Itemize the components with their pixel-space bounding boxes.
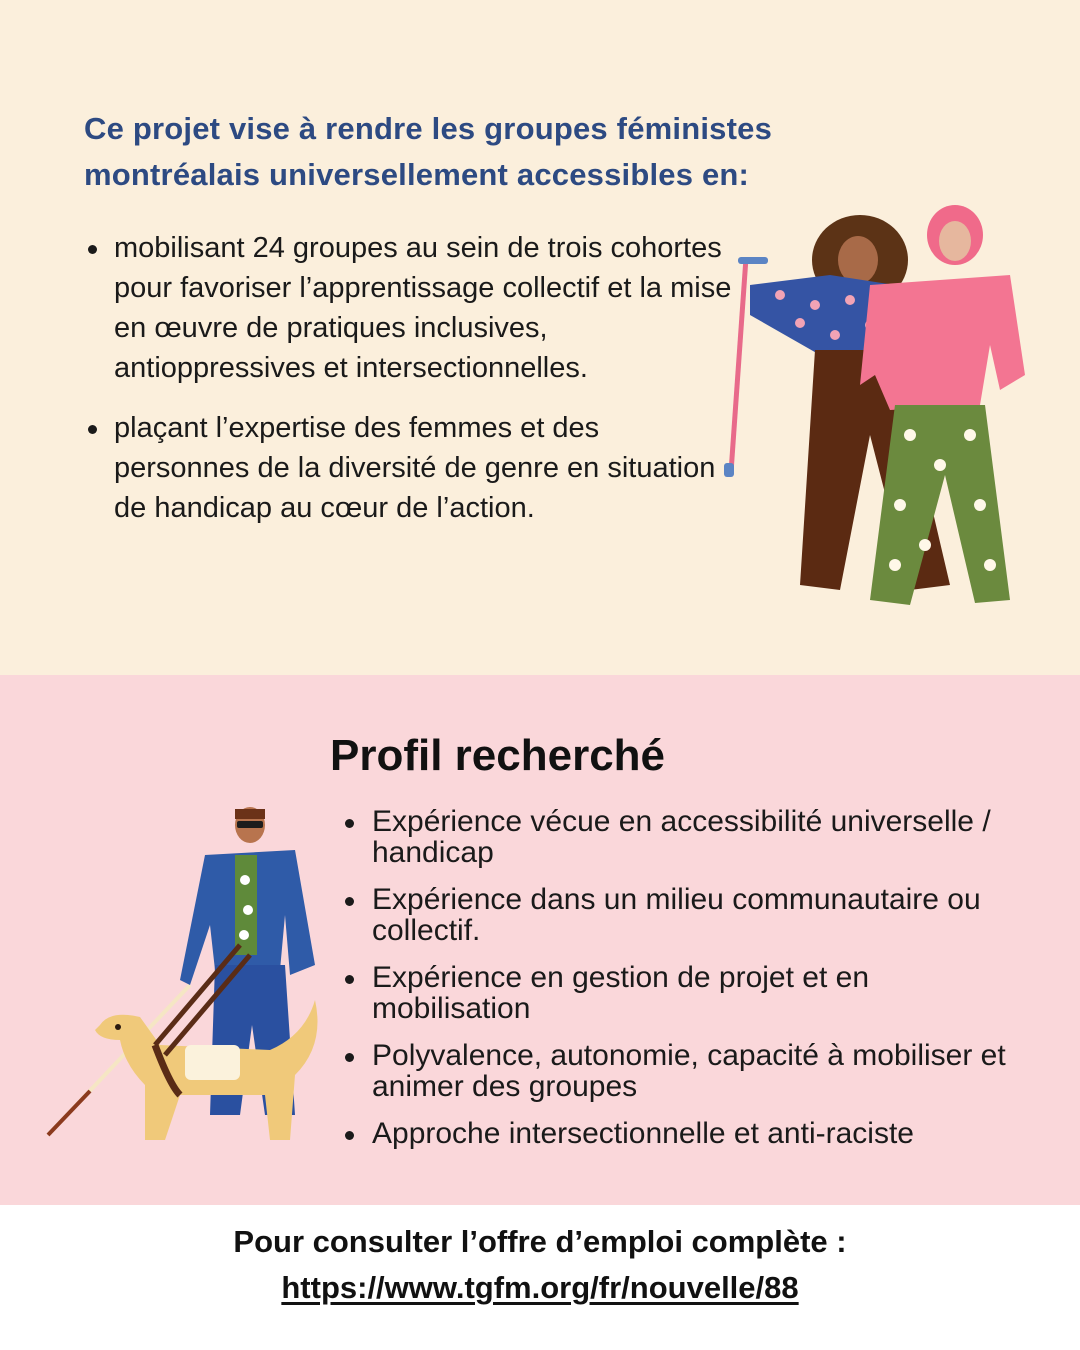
profile-bullet-list [340,806,1020,1165]
profile-title: Profil recherché [330,731,666,780]
profile-bullet: Expérience dans un milieu communautaire ou collectif. [340,884,1020,946]
profile-bullet: Expérience vécue en accessibilité universelle / handicap [340,806,1020,868]
profile-bullet: Expérience en gestion de projet et en mobilisation [340,962,1020,1024]
job-offer-link[interactable]: https://www.tgfm.org/fr/nouvelle/88 [281,1270,799,1305]
intro-title: Ce projet vise à rendre les groupes féministes montréalais universellement accessibles en: [84,111,773,192]
man-with-guide-dog-illustration [40,795,340,1155]
intro-bullet: plaçant l’expertise des femmes et des personnes de la diversité de genre en situation de handicap au cœur de l’action. [84,408,734,528]
footer-text: Pour consulter l’offre d’emploi complète : [233,1224,847,1259]
intro-bullet: mobilisant 24 groupes au sein de trois cohortes pour favoriser l’apprentissage collectif et la mise en œuvre de pratiques inclusives, antioppressives et intersectionnelles. [84,228,734,388]
profile-bullet: Polyvalence, autonomie, capacité à mobiliser et animer des groupes [340,1040,1020,1102]
intro-bullet-list [84,228,734,548]
profile-bullet: Approche intersectionnelle et anti-raciste [340,1118,1020,1149]
two-women-illustration [720,205,1040,615]
